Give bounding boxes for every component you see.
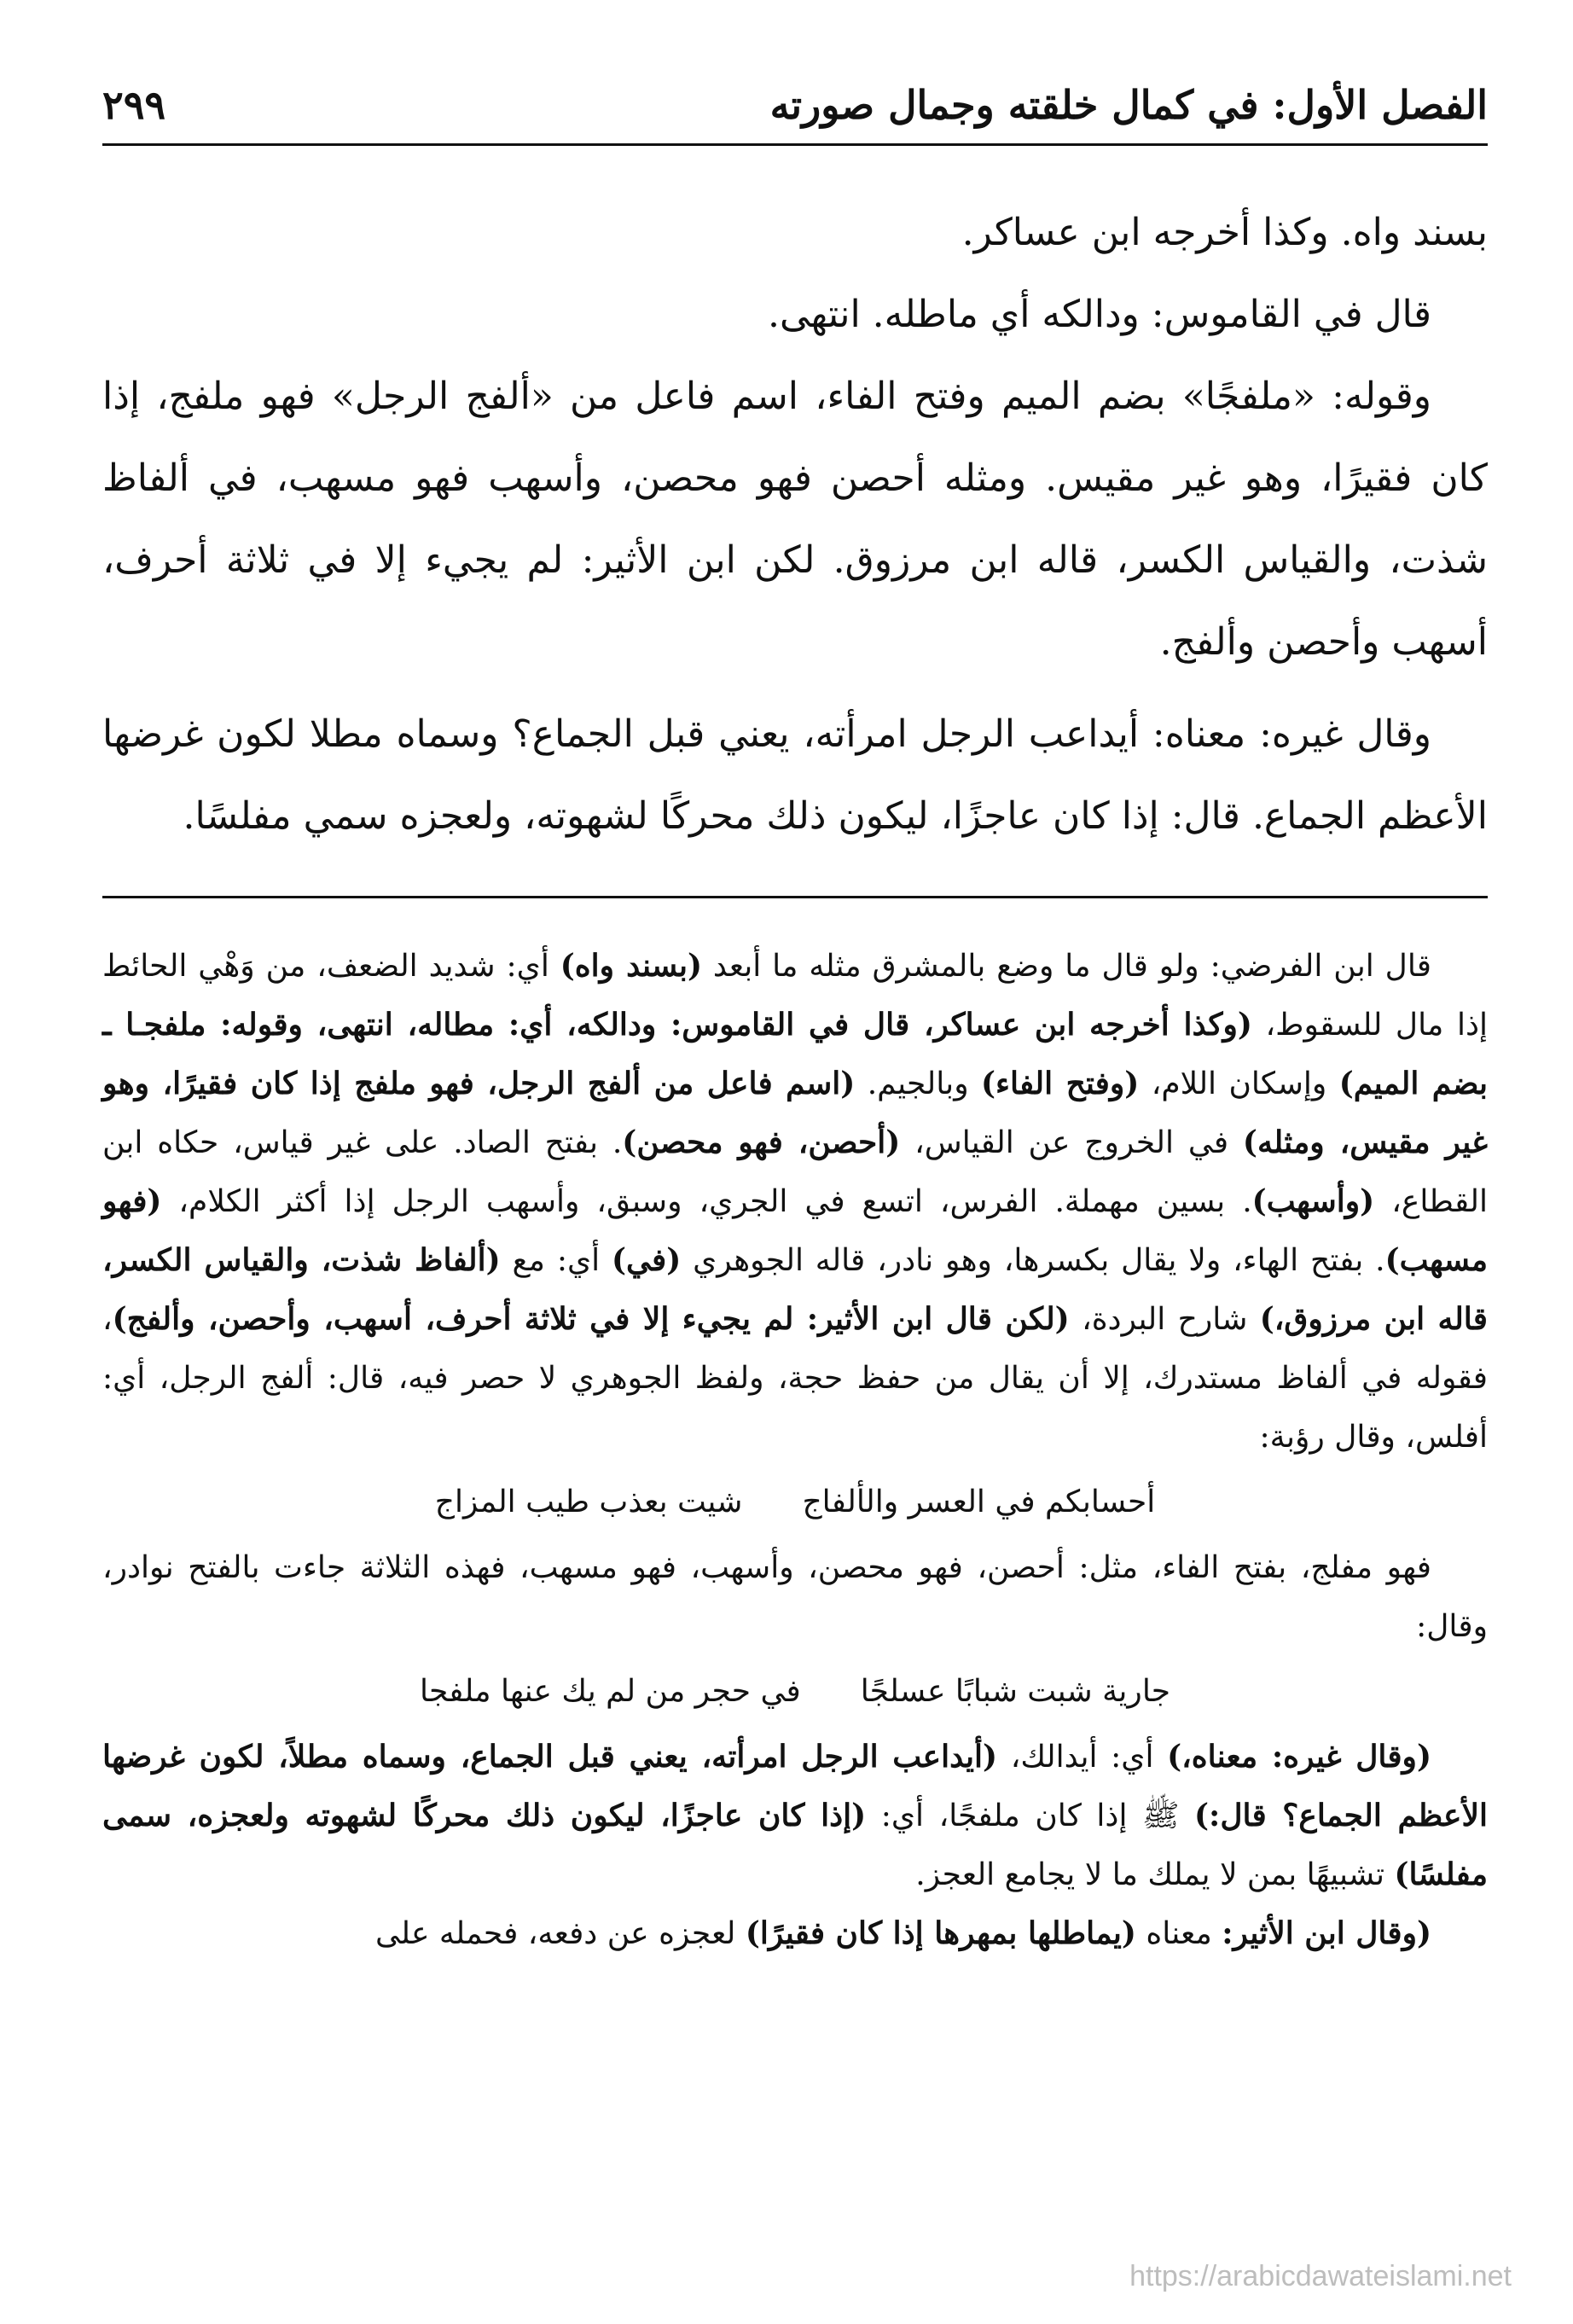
- commentary-text-run: في الخروج عن القياس،: [900, 1125, 1243, 1160]
- verse-second-hemistich: شيت بعذب طيب المزاج: [434, 1484, 743, 1519]
- quoted-matn-text: (أحصن، فهو محصن): [622, 1124, 901, 1160]
- quoted-matn-text: (أيداعب الرجل امرأته، يعني قبل الجماع، وسماه مطلاً، لكون غرضها الأعظم الجماع؟ قال:): [102, 1739, 1488, 1833]
- quoted-matn-text: (إذا كان عاجزًا، ليكون ذلك محركًا لشهوته ولعجزه، سمى مفلسًا): [102, 1798, 1488, 1892]
- quoted-matn-text: (وفتح الفاء): [980, 1066, 1140, 1101]
- commentary-text-run: أي: أيدالك،: [997, 1740, 1168, 1775]
- commentary-text-run: ﷺ إذا كان ملفجًا، أي:: [866, 1798, 1195, 1833]
- main-paragraph: وقوله: «ملفجًا» بضم الميم وفتح الفاء، اسم فاعل من «ألفج الرجل» فهو ملفج، إذا كان فقيرًا، وهو غير مقيس. ومثله أحصن فهو محصن، وأسهب فهو مسهب، في ألفاظ شذت، والقياس الكسر، قاله ابن مرزوق. لكن ابن الأثير: لم يجيء إلا في ثلاثة أحرف، أسهب وأحصن وألفج.: [102, 375, 1488, 664]
- quoted-matn-text: (يماطلها بمهرها إذا كان فقيرًا): [745, 1915, 1136, 1951]
- commentary-text-run: أي: شديد الضعف، من وَهْي الحائط إذا مال للسقوط،: [102, 949, 1489, 1043]
- main-paragraph: قال في القاموس: ودالكه أي ماطله. انتهى.: [767, 293, 1431, 336]
- commentary-text-run: قال ابن الفرضي: ولو قال ما وضع بالمشرق مثله ما أبعد: [702, 949, 1431, 984]
- verse-line: [102, 1467, 1488, 1538]
- commentary-text-run: . بسين مهملة. الفرس، اتسع في الجري، وسبق، وأسهب الرجل إذا أكثر الكلام،: [161, 1184, 1252, 1219]
- commentary-text-run: معناه: [1135, 1916, 1222, 1951]
- quoted-matn-text: (في): [611, 1242, 682, 1278]
- commentary-text-run: تشبيهًا بمن لا يملك ما لا يجامع العجز.: [915, 1857, 1395, 1892]
- commentary-text-run: أي: مع: [500, 1243, 612, 1278]
- verse-first-hemistich: أحسابكم في العسر والألفاج: [802, 1484, 1156, 1519]
- commentary-paragraph: [102, 1904, 1488, 1963]
- verse-first-hemistich: جارية شبت شبابًا عسلجًا: [860, 1674, 1171, 1709]
- commentary-text-run: وبالجيم.: [855, 1066, 981, 1101]
- quoted-matn-text: (اسم فاعل من ألفج الرجل، فهو ملفج إذا كان فقيرًا، وهو غير مقيس، ومثله): [102, 1066, 1488, 1160]
- main-text: [102, 192, 1488, 857]
- quoted-matn-text: (لكن قال ابن الأثير: لم يجيء إلا في ثلاثة أحرف، أسهب، وأحصن، وألفج): [112, 1301, 1070, 1337]
- verse-second-hemistich: في حجر من لم يك عنها ملفجا: [419, 1674, 801, 1709]
- commentary-text-run: . بفتح الصاد. على غير قياس، حكاه ابن القطاع،: [102, 1125, 1488, 1219]
- verse-line: [102, 1656, 1488, 1728]
- chapter-title: الفصل الأول: في كمال خلقته وجمال صورته: [769, 82, 1488, 128]
- quoted-matn-text: (ألفاظ شذت، والقياس الكسر، قاله ابن مرزوق،): [102, 1242, 1488, 1337]
- quoted-matn-text: (فهو مسهب): [102, 1183, 1488, 1278]
- quoted-matn-text: (وقال ابن الأثير:: [1222, 1915, 1431, 1951]
- site-watermark: https://arabicdawateislami.net: [1129, 2260, 1512, 2292]
- page-number: ٢٩٩: [102, 82, 166, 128]
- commentary-paragraph: [102, 1728, 1488, 1904]
- quoted-matn-text: (بسند واه): [560, 948, 702, 984]
- commentary-paragraph: [102, 937, 1488, 1467]
- quoted-matn-text: (وكذا أخرجه ابن عساكر، قال في القاموس: ودالكه، أي: مطاله، انتهى، وقوله: ملفجـا ـ بضم الميم): [102, 1007, 1489, 1101]
- commentary-text-run: شارح البردة،: [1069, 1302, 1260, 1337]
- commentary-text-run: . بفتح الهاء، ولا يقال بكسرها، وهو نادر، قاله الجوهري: [681, 1243, 1385, 1278]
- commentary-paragraph: فهو مفلج، بفتح الفاء، مثل: أحصن، فهو محصن، وأسهب، فهو مسهب، فهذه الثلاثة جاءت بالفتح نوادر، وقال:: [102, 1550, 1488, 1644]
- quoted-matn-text: (وقال غيره: معناه،): [1167, 1739, 1431, 1775]
- main-paragraph: بسند واه. وكذا أخرجه ابن عساكر.: [961, 211, 1488, 254]
- commentary-text-run: لعجزه عن دفعه، فحمله على: [375, 1916, 746, 1951]
- footnote-separator: [102, 896, 1488, 898]
- commentary-text-run: وإسكان اللام،: [1139, 1066, 1339, 1101]
- commentary-text: [102, 937, 1488, 1963]
- commentary-text-run: ، فقوله في ألفاظ مستدرك، إلا أن يقال من حفظ حجة، ولفظ الجوهري لا حصر فيه، قال: ألفج الرجل، أي: أفلس، وقال رؤبة:: [102, 1302, 1488, 1455]
- running-header: [102, 75, 1488, 146]
- quoted-matn-text: (وأسهب): [1251, 1183, 1375, 1219]
- main-paragraph: وقال غيره: معناه: أيداعب الرجل امرأته، يعني قبل الجماع؟ وسماه مطلا لكون غرضها الأعظم الجماع. قال: إذا كان عاجزًا، ليكون ذلك محركًا لشهوته، ولعجزه سمي مفلسًا.: [102, 712, 1488, 838]
